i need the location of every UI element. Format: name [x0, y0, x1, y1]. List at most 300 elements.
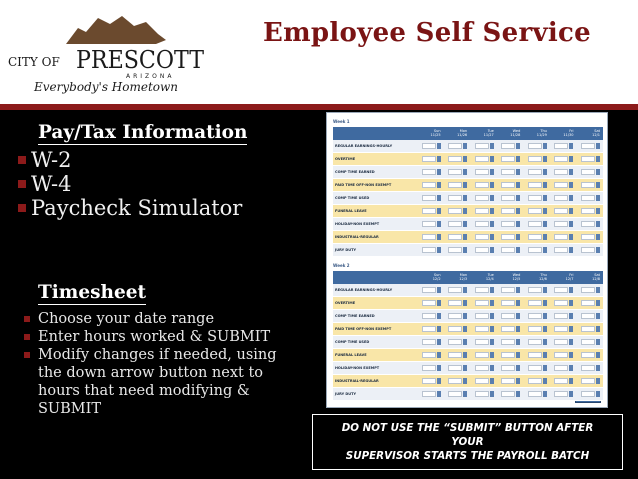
hours-cell — [417, 195, 444, 201]
down-arrow-icon[interactable] — [516, 391, 520, 397]
hours-input[interactable] — [422, 313, 436, 319]
hours-input[interactable] — [528, 313, 542, 319]
down-arrow-icon[interactable] — [437, 247, 441, 253]
down-arrow-icon[interactable] — [596, 313, 600, 319]
hours-input[interactable] — [422, 221, 436, 227]
down-arrow-icon[interactable] — [463, 195, 467, 201]
hours-input[interactable] — [554, 195, 568, 201]
hours-input[interactable] — [528, 247, 542, 253]
hours-input[interactable] — [448, 313, 462, 319]
down-arrow-icon[interactable] — [569, 287, 573, 293]
table-row — [333, 244, 603, 257]
hours-input[interactable] — [554, 365, 568, 371]
down-arrow-icon[interactable] — [596, 182, 600, 188]
down-arrow-icon[interactable] — [543, 391, 547, 397]
earning-type-label: INDUSTRIAL-REGULAR — [335, 235, 379, 239]
hours-input[interactable] — [475, 287, 489, 293]
hours-input[interactable] — [448, 378, 462, 384]
hours-cell — [417, 378, 444, 384]
down-arrow-icon[interactable] — [543, 300, 547, 306]
hours-input[interactable] — [554, 208, 568, 214]
hours-input[interactable] — [581, 208, 595, 214]
down-arrow-icon[interactable] — [543, 195, 547, 201]
hours-input[interactable] — [475, 365, 489, 371]
hours-input[interactable] — [528, 339, 542, 345]
hours-cell — [470, 221, 497, 227]
down-arrow-icon[interactable] — [596, 365, 600, 371]
hours-input[interactable] — [528, 352, 542, 358]
down-arrow-icon[interactable] — [463, 169, 467, 175]
down-arrow-icon[interactable] — [437, 352, 441, 358]
day-name: Fri — [569, 273, 574, 277]
down-arrow-icon[interactable] — [463, 156, 467, 162]
down-arrow-icon[interactable] — [569, 234, 573, 240]
down-arrow-icon[interactable] — [490, 352, 494, 358]
hours-input[interactable] — [475, 143, 489, 149]
down-arrow-icon[interactable] — [596, 208, 600, 214]
hours-input[interactable] — [422, 156, 436, 162]
down-arrow-icon[interactable] — [463, 378, 467, 384]
down-arrow-icon[interactable] — [516, 313, 520, 319]
down-arrow-icon[interactable] — [543, 339, 547, 345]
header-spacer — [333, 127, 417, 140]
down-arrow-icon[interactable] — [516, 352, 520, 358]
hours-input[interactable] — [448, 195, 462, 201]
down-arrow-icon[interactable] — [437, 326, 441, 332]
earning-type-label: INDUSTRIAL-REGULAR — [335, 379, 379, 383]
down-arrow-icon[interactable] — [596, 143, 600, 149]
hours-input[interactable] — [448, 221, 462, 227]
hours-input[interactable] — [528, 365, 542, 371]
hours-input[interactable] — [528, 182, 542, 188]
hours-input[interactable] — [475, 156, 489, 162]
hours-input[interactable] — [422, 182, 436, 188]
earning-type-label: COMP TIME USED — [335, 340, 370, 344]
hours-input[interactable] — [448, 300, 462, 306]
down-arrow-icon[interactable] — [596, 195, 600, 201]
down-arrow-icon[interactable] — [463, 352, 467, 358]
down-arrow-icon[interactable] — [569, 195, 573, 201]
hours-input[interactable] — [475, 339, 489, 345]
down-arrow-icon[interactable] — [490, 313, 494, 319]
down-arrow-icon[interactable] — [569, 143, 573, 149]
hours-input[interactable] — [501, 195, 515, 201]
hours-cell — [550, 352, 577, 358]
hours-input[interactable] — [448, 234, 462, 240]
hours-input[interactable] — [448, 182, 462, 188]
down-arrow-icon[interactable] — [437, 365, 441, 371]
hours-input[interactable] — [501, 208, 515, 214]
down-arrow-icon[interactable] — [516, 156, 520, 162]
hours-cell — [470, 156, 497, 162]
hours-cell — [444, 247, 471, 253]
down-arrow-icon[interactable] — [437, 287, 441, 293]
hours-input[interactable] — [528, 221, 542, 227]
down-arrow-icon[interactable] — [596, 339, 600, 345]
header-bar — [0, 0, 638, 104]
hours-input[interactable] — [422, 247, 436, 253]
hours-input[interactable] — [554, 287, 568, 293]
down-arrow-icon[interactable] — [596, 221, 600, 227]
hours-input[interactable] — [422, 326, 436, 332]
down-arrow-icon[interactable] — [543, 234, 547, 240]
logo-tagline: Everybody's Hometown — [34, 80, 179, 94]
hours-cell — [497, 247, 524, 253]
hours-input[interactable] — [501, 156, 515, 162]
list-item-label: Enter hours worked & SUBMIT — [38, 329, 271, 345]
hours-input[interactable] — [581, 326, 595, 332]
down-arrow-icon[interactable] — [490, 234, 494, 240]
hours-input[interactable] — [422, 169, 436, 175]
down-arrow-icon[interactable] — [569, 156, 573, 162]
hours-input[interactable] — [422, 287, 436, 293]
list-item — [22, 310, 302, 328]
down-arrow-icon[interactable] — [596, 169, 600, 175]
hours-input[interactable] — [554, 378, 568, 384]
down-arrow-icon[interactable] — [437, 182, 441, 188]
hours-input[interactable] — [554, 247, 568, 253]
hours-input[interactable] — [501, 339, 515, 345]
down-arrow-icon[interactable] — [543, 169, 547, 175]
down-arrow-icon[interactable] — [463, 208, 467, 214]
hours-input[interactable] — [581, 221, 595, 227]
down-arrow-icon[interactable] — [490, 339, 494, 345]
down-arrow-icon[interactable] — [543, 365, 547, 371]
down-arrow-icon[interactable] — [569, 391, 573, 397]
hours-input[interactable] — [475, 195, 489, 201]
hours-input[interactable] — [581, 195, 595, 201]
hours-input[interactable] — [448, 391, 462, 397]
down-arrow-icon[interactable] — [596, 352, 600, 358]
hours-cell — [523, 221, 550, 227]
down-arrow-icon[interactable] — [516, 326, 520, 332]
down-arrow-icon[interactable] — [490, 326, 494, 332]
down-arrow-icon[interactable] — [569, 208, 573, 214]
day-header — [417, 127, 444, 140]
down-arrow-icon[interactable] — [490, 208, 494, 214]
down-arrow-icon[interactable] — [543, 143, 547, 149]
hours-input[interactable] — [554, 143, 568, 149]
hours-input[interactable] — [581, 300, 595, 306]
hours-input[interactable] — [448, 352, 462, 358]
down-arrow-icon[interactable] — [516, 208, 520, 214]
hours-input[interactable] — [554, 313, 568, 319]
hours-cell — [470, 287, 497, 293]
hours-input[interactable] — [528, 391, 542, 397]
hours-input[interactable] — [554, 182, 568, 188]
down-arrow-icon[interactable] — [490, 156, 494, 162]
down-arrow-icon[interactable] — [463, 339, 467, 345]
hours-input[interactable] — [528, 208, 542, 214]
hours-input[interactable] — [501, 169, 515, 175]
hours-input[interactable] — [554, 156, 568, 162]
hours-input[interactable] — [501, 378, 515, 384]
hours-input[interactable] — [528, 169, 542, 175]
hours-input[interactable] — [554, 352, 568, 358]
table-row — [333, 375, 603, 388]
hours-input[interactable] — [581, 352, 595, 358]
hours-input[interactable] — [422, 300, 436, 306]
hours-input[interactable] — [501, 391, 515, 397]
hours-input[interactable] — [554, 234, 568, 240]
down-arrow-icon[interactable] — [516, 221, 520, 227]
hours-input[interactable] — [422, 365, 436, 371]
hours-input[interactable] — [475, 208, 489, 214]
down-arrow-icon[interactable] — [543, 208, 547, 214]
hours-input[interactable] — [554, 391, 568, 397]
hours-input[interactable] — [528, 326, 542, 332]
hours-input[interactable] — [448, 156, 462, 162]
down-arrow-icon[interactable] — [490, 221, 494, 227]
hours-input[interactable] — [448, 169, 462, 175]
down-arrow-icon[interactable] — [490, 247, 494, 253]
hours-input[interactable] — [448, 287, 462, 293]
down-arrow-icon[interactable] — [490, 143, 494, 149]
down-arrow-icon[interactable] — [463, 365, 467, 371]
down-arrow-icon[interactable] — [437, 169, 441, 175]
table-row — [333, 362, 603, 375]
hours-input[interactable] — [501, 300, 515, 306]
down-arrow-icon[interactable] — [437, 339, 441, 345]
hours-input[interactable] — [554, 169, 568, 175]
hours-input[interactable] — [475, 352, 489, 358]
down-arrow-icon[interactable] — [490, 391, 494, 397]
hours-input[interactable] — [475, 221, 489, 227]
hours-cell — [523, 300, 550, 306]
down-arrow-icon[interactable] — [543, 313, 547, 319]
hours-cell — [576, 195, 603, 201]
hours-input[interactable] — [581, 339, 595, 345]
down-arrow-icon[interactable] — [463, 326, 467, 332]
hours-input[interactable] — [475, 169, 489, 175]
hours-cell — [576, 143, 603, 149]
down-arrow-icon[interactable] — [596, 156, 600, 162]
down-arrow-icon[interactable] — [490, 365, 494, 371]
down-arrow-icon[interactable] — [596, 378, 600, 384]
hours-input[interactable] — [422, 195, 436, 201]
day-header — [550, 127, 577, 140]
hours-input[interactable] — [528, 287, 542, 293]
hours-input[interactable] — [475, 313, 489, 319]
hours-input[interactable] — [448, 326, 462, 332]
down-arrow-icon[interactable] — [490, 182, 494, 188]
earnings-rows — [333, 284, 603, 401]
hours-input[interactable] — [475, 326, 489, 332]
hours-input[interactable] — [475, 247, 489, 253]
down-arrow-icon[interactable] — [516, 378, 520, 384]
hours-input[interactable] — [422, 234, 436, 240]
hours-input[interactable] — [581, 287, 595, 293]
down-arrow-icon[interactable] — [543, 156, 547, 162]
hours-cell — [417, 234, 444, 240]
hours-input[interactable] — [448, 208, 462, 214]
hours-input[interactable] — [475, 182, 489, 188]
hours-input[interactable] — [581, 247, 595, 253]
down-arrow-icon[interactable] — [516, 182, 520, 188]
hours-input[interactable] — [528, 195, 542, 201]
hours-cell — [523, 378, 550, 384]
hours-input[interactable] — [501, 143, 515, 149]
hours-input[interactable] — [501, 287, 515, 293]
day-name: Wed — [512, 273, 521, 277]
down-arrow-icon[interactable] — [437, 313, 441, 319]
down-arrow-icon[interactable] — [569, 221, 573, 227]
hours-input[interactable] — [422, 391, 436, 397]
hours-input[interactable] — [422, 143, 436, 149]
down-arrow-icon[interactable] — [437, 234, 441, 240]
hours-input[interactable] — [501, 365, 515, 371]
down-arrow-icon[interactable] — [490, 195, 494, 201]
down-arrow-icon[interactable] — [463, 221, 467, 227]
down-arrow-icon[interactable] — [516, 169, 520, 175]
down-arrow-icon[interactable] — [463, 143, 467, 149]
hours-input[interactable] — [528, 143, 542, 149]
hours-cell — [523, 391, 550, 397]
city-of-prescott-logo — [6, 6, 216, 98]
down-arrow-icon[interactable] — [596, 300, 600, 306]
hours-input[interactable] — [501, 182, 515, 188]
down-arrow-icon[interactable] — [490, 169, 494, 175]
hours-input[interactable] — [581, 313, 595, 319]
hours-input[interactable] — [528, 234, 542, 240]
down-arrow-icon[interactable] — [543, 326, 547, 332]
hours-input[interactable] — [528, 378, 542, 384]
down-arrow-icon[interactable] — [463, 287, 467, 293]
down-arrow-icon[interactable] — [596, 326, 600, 332]
down-arrow-icon[interactable] — [516, 143, 520, 149]
hours-input[interactable] — [448, 247, 462, 253]
hours-input[interactable] — [448, 339, 462, 345]
down-arrow-icon[interactable] — [569, 378, 573, 384]
down-arrow-icon[interactable] — [516, 339, 520, 345]
down-arrow-icon[interactable] — [437, 221, 441, 227]
down-arrow-icon[interactable] — [543, 182, 547, 188]
hours-input[interactable] — [581, 391, 595, 397]
hours-cell — [444, 378, 471, 384]
hours-input[interactable] — [448, 143, 462, 149]
down-arrow-icon[interactable] — [543, 247, 547, 253]
hours-input[interactable] — [581, 234, 595, 240]
header-divider — [0, 104, 638, 110]
hours-cell — [470, 143, 497, 149]
down-arrow-icon[interactable] — [569, 339, 573, 345]
down-arrow-icon[interactable] — [437, 143, 441, 149]
down-arrow-icon[interactable] — [437, 391, 441, 397]
hours-cell — [550, 300, 577, 306]
down-arrow-icon[interactable] — [569, 326, 573, 332]
hours-input[interactable] — [422, 378, 436, 384]
down-arrow-icon[interactable] — [569, 169, 573, 175]
hours-input[interactable] — [554, 300, 568, 306]
pay-tax-list — [18, 148, 242, 220]
down-arrow-icon[interactable] — [516, 247, 520, 253]
down-arrow-icon[interactable] — [463, 234, 467, 240]
down-arrow-icon[interactable] — [463, 313, 467, 319]
hours-input[interactable] — [501, 326, 515, 332]
hours-input[interactable] — [422, 352, 436, 358]
hours-input[interactable] — [554, 339, 568, 345]
down-arrow-icon[interactable] — [569, 182, 573, 188]
hours-input[interactable] — [475, 234, 489, 240]
hours-input[interactable] — [501, 247, 515, 253]
hours-input[interactable] — [528, 156, 542, 162]
down-arrow-icon[interactable] — [569, 313, 573, 319]
down-arrow-icon[interactable] — [596, 247, 600, 253]
down-arrow-icon[interactable] — [569, 300, 573, 306]
down-arrow-icon[interactable] — [463, 391, 467, 397]
hours-input[interactable] — [475, 378, 489, 384]
hours-input[interactable] — [554, 221, 568, 227]
hours-cell — [470, 352, 497, 358]
down-arrow-icon[interactable] — [596, 391, 600, 397]
down-arrow-icon[interactable] — [463, 300, 467, 306]
down-arrow-icon[interactable] — [490, 300, 494, 306]
down-arrow-icon[interactable] — [543, 378, 547, 384]
down-arrow-icon[interactable] — [437, 378, 441, 384]
hours-cell — [470, 365, 497, 371]
down-arrow-icon[interactable] — [490, 378, 494, 384]
down-arrow-icon[interactable] — [516, 300, 520, 306]
hours-input[interactable] — [501, 313, 515, 319]
hours-input[interactable] — [501, 352, 515, 358]
hours-input[interactable] — [581, 378, 595, 384]
hours-input[interactable] — [448, 365, 462, 371]
down-arrow-icon[interactable] — [490, 287, 494, 293]
earning-type-label: OVERTIME — [335, 301, 356, 305]
down-arrow-icon[interactable] — [516, 287, 520, 293]
down-arrow-icon[interactable] — [437, 195, 441, 201]
hours-input[interactable] — [422, 208, 436, 214]
hours-cell — [470, 300, 497, 306]
hours-input[interactable] — [581, 143, 595, 149]
hours-input[interactable] — [528, 300, 542, 306]
down-arrow-icon[interactable] — [463, 247, 467, 253]
hours-cell — [550, 234, 577, 240]
down-arrow-icon[interactable] — [543, 287, 547, 293]
hours-input[interactable] — [581, 365, 595, 371]
hours-input[interactable] — [475, 300, 489, 306]
down-arrow-icon[interactable] — [437, 300, 441, 306]
down-arrow-icon[interactable] — [437, 156, 441, 162]
down-arrow-icon[interactable] — [569, 352, 573, 358]
day-header — [470, 127, 497, 140]
down-arrow-icon[interactable] — [596, 287, 600, 293]
hours-input[interactable] — [501, 221, 515, 227]
down-arrow-icon[interactable] — [543, 352, 547, 358]
down-arrow-icon[interactable] — [463, 182, 467, 188]
down-arrow-icon[interactable] — [516, 234, 520, 240]
down-arrow-icon[interactable] — [596, 234, 600, 240]
down-arrow-icon[interactable] — [569, 247, 573, 253]
hours-input[interactable] — [501, 234, 515, 240]
down-arrow-icon[interactable] — [569, 365, 573, 371]
hours-input[interactable] — [554, 326, 568, 332]
hours-input[interactable] — [475, 391, 489, 397]
week-label: Week 1 — [333, 119, 350, 124]
earning-type-label: FUNERAL LEAVE — [335, 209, 367, 213]
hours-cell — [417, 365, 444, 371]
down-arrow-icon[interactable] — [516, 195, 520, 201]
down-arrow-icon[interactable] — [437, 208, 441, 214]
hours-cell — [417, 300, 444, 306]
hours-input[interactable] — [422, 339, 436, 345]
down-arrow-icon[interactable] — [516, 365, 520, 371]
hours-input[interactable] — [581, 169, 595, 175]
day-header — [550, 271, 577, 284]
hours-input[interactable] — [581, 156, 595, 162]
down-arrow-icon[interactable] — [543, 221, 547, 227]
hours-input[interactable] — [581, 182, 595, 188]
